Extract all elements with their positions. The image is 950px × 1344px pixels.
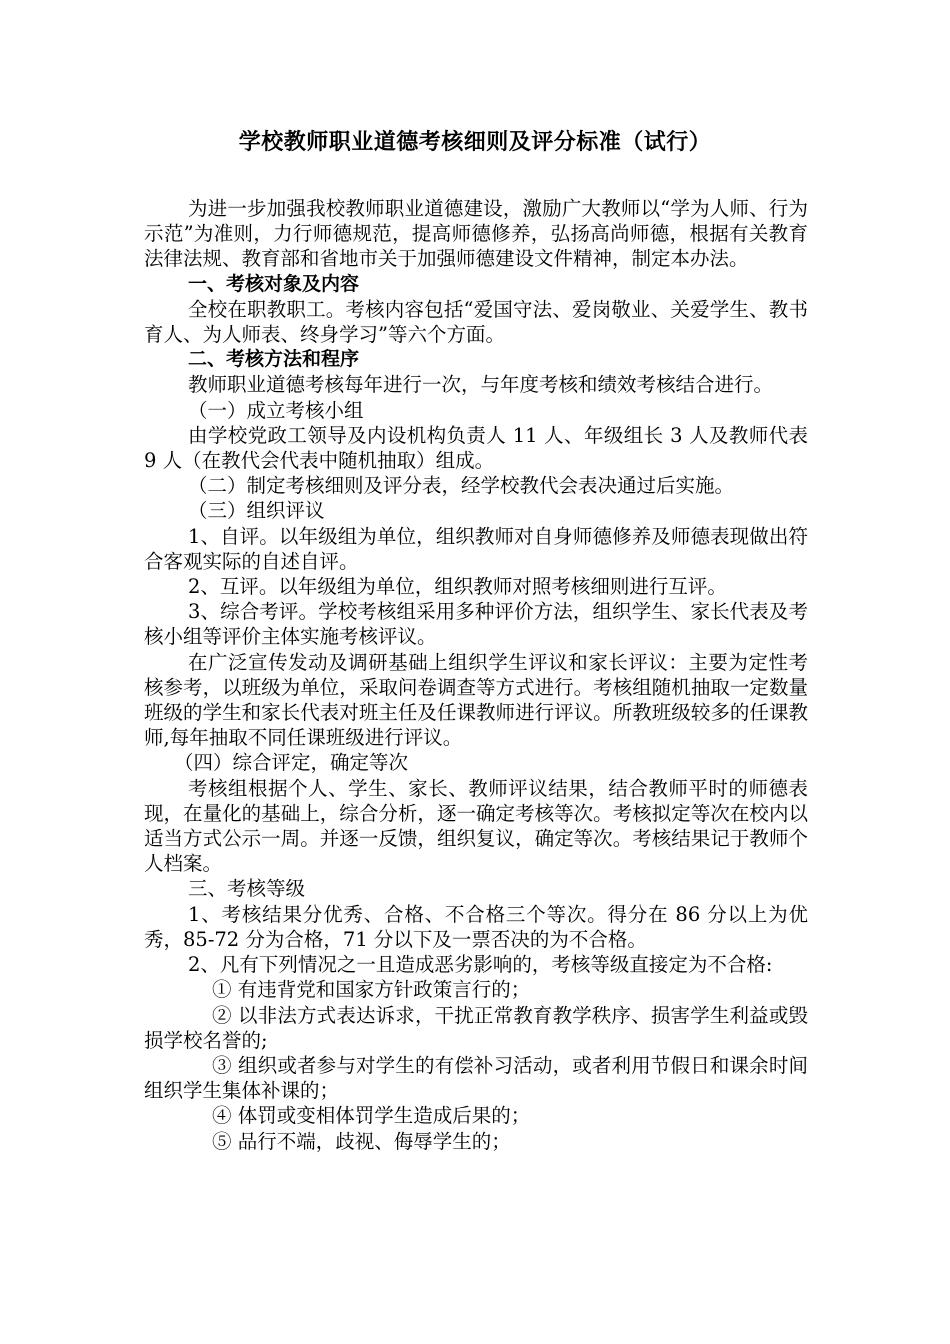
document-title: 学校教师职业道德考核细则及评分标准（试行） [238,130,712,155]
section-heading-1: 一、考核对象及内容 [188,272,360,295]
paragraph: 教师职业道德考核每年进行一次，与年度考核和绩效考核结合进行。 [188,373,774,397]
list-paragraph: 2、凡有下列情况之一且造成恶劣影响的，考核等级直接定为不合格: [188,953,773,977]
subsection-heading: （三）组织评议 [188,499,325,523]
paragraph: 在广泛宣传发动及调研基础上组织学生评议和家长评议：主要为定性考核参考，以班级为单位，采取问卷调查等方式进行。考核组随机抽取一定数量班级的学生和家长代表对班主任及任课教师进行评议。所教班级较多的任课教师,每年抽取不同任课班级进行评议。 [144,650,808,750]
list-item: ② 以非法方式表达诉求，干扰正常教育教学秩序、损害学生利益或毁损学校名誉的; [144,1003,808,1052]
section-heading-2: 二、考核方法和程序 [188,348,360,371]
paragraph: 由学校党政工领导及内设机构负责人 11 人、年级组长 3 人及教师代表 9 人（在教代会代表中随机抽取）组成。 [144,423,808,473]
paragraph: 考核组根据个人、学生、家长、教师评议结果，结合教师平时的师德表现，在量化的基础上，综合分析，逐一确定考核等次。考核拟定等次在校内以适当方式公示一周。并逐一反馈，组织复议，确定等次。考核结果记于教师个人档案。 [144,776,808,876]
list-item: ④ 体罚或变相体罚学生造成后果的； [212,1104,531,1128]
list-item: ⑤ 品行不端，歧视、侮辱学生的； [212,1129,511,1153]
list-item: ① 有违背党和国家方针政策言行的； [212,978,531,1002]
paragraph: 全校在职教职工。考核内容包括“爱国守法、爱岗敬业、关爱学生、教书育人、为人师表、终身学习”等六个方面。 [144,297,808,347]
list-paragraph: 2、互评。以年级组为单位，组织教师对照考核细则进行互评。 [188,575,727,599]
list-paragraph: 1、自评。以年级组为单位，组织教师对自身师德修养及师德表现做出符合客观实际的自述自评。 [144,524,808,573]
subsection-heading: （四）综合评定，确定等次 [174,751,409,775]
list-item: ③ 组织或者参与对学生的有偿补习活动，或者利用节假日和课余时间组织学生集体补课的； [144,1053,808,1103]
intro-paragraph: 为进一步加强我校教师职业道德建设，激励广大教师以“学为人师、行为示范”为准则，力行师德规范，提高师德修养，弘扬高尚师德，根据有关教育法律法规、教育部和省地市关于加强师德建设文件精神，制定本办法。 [144,197,808,271]
document-body [144,196,808,1154]
list-paragraph: 1、考核结果分优秀、合格、不合格三个等次。得分在 86 分以上为优秀，85-72 分为合格，71 分以下及一票否决的为不合格。 [144,902,808,951]
section-heading-3: 三、考核等级 [188,877,306,901]
subsection-heading: （一）成立考核小组 [188,398,364,422]
list-paragraph: 3、综合考评。学校考核组采用多种评价方法，组织学生、家长代表及考核小组等评价主体实施考核评议。 [144,600,808,649]
subsection-heading: （二）制定考核细则及评分表，经学校教代会表决通过后实施。 [188,474,735,498]
